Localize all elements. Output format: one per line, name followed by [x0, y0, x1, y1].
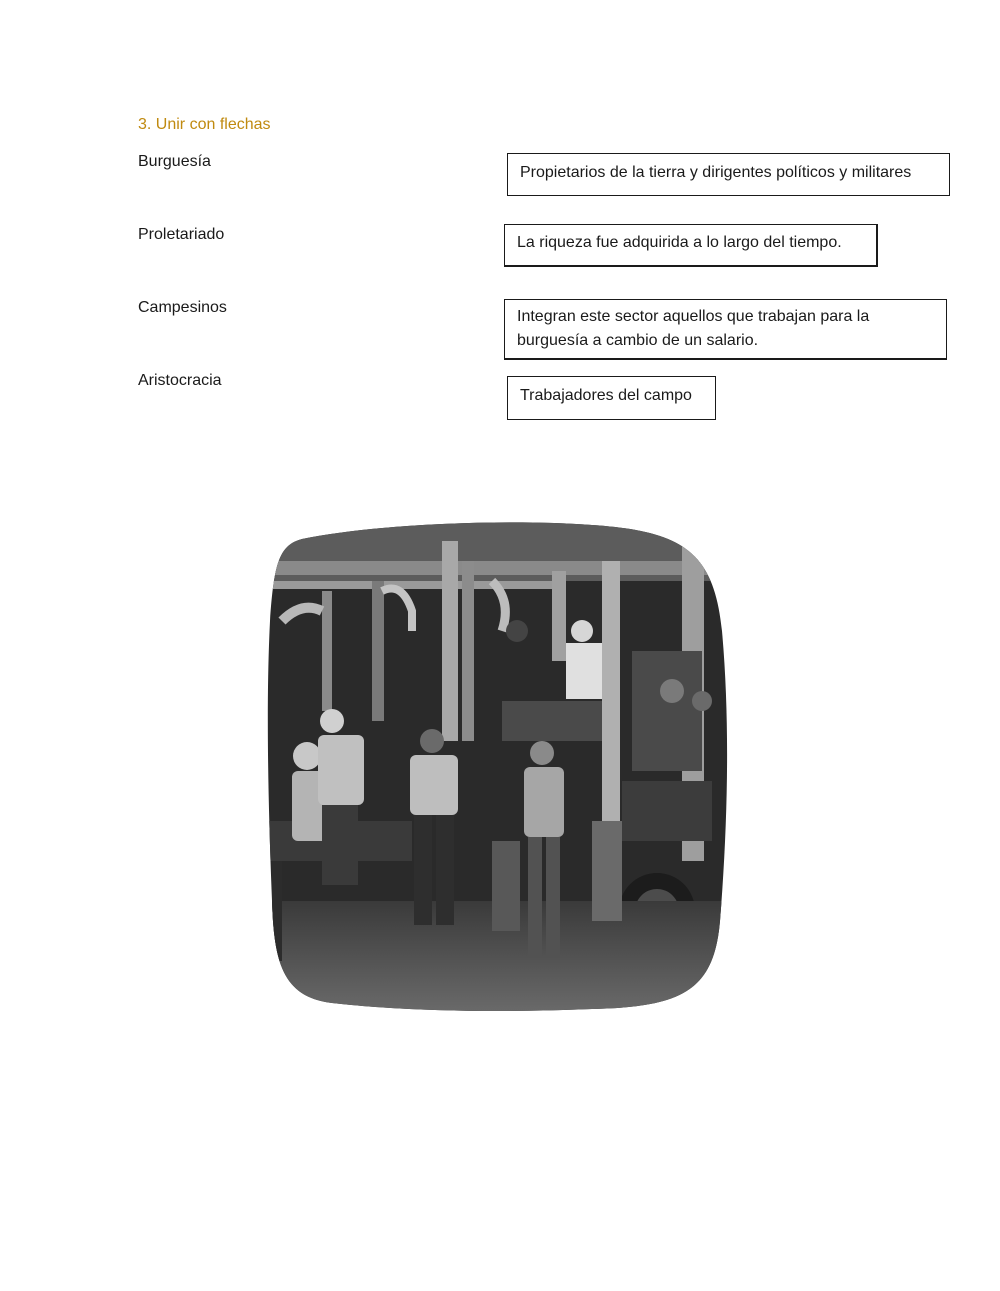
definition-text-2: La riqueza fue adquirida a lo largo del tiempo. — [517, 234, 842, 251]
definition-box-3[interactable] — [504, 299, 947, 360]
definition-box-2[interactable] — [504, 224, 878, 267]
term-aristocracia[interactable]: Aristocracia — [138, 372, 222, 389]
exercise-heading: 3. Unir con flechas — [138, 116, 271, 133]
definition-text-1: Propietarios de la tierra y dirigentes políticos y militares — [520, 164, 912, 181]
definition-text-3: Integran este sector aquellos que trabajan para la burguesía a cambio de un salario. — [517, 308, 870, 349]
term-campesinos[interactable]: Campesinos — [138, 299, 227, 316]
term-burguesia[interactable]: Burguesía — [138, 153, 211, 170]
factory-workers-photo — [262, 521, 730, 1013]
definition-box-4[interactable] — [507, 376, 716, 420]
term-proletariado[interactable]: Proletariado — [138, 226, 225, 243]
definition-text-4: Trabajadores del campo — [520, 387, 692, 404]
definition-box-1[interactable] — [507, 153, 950, 196]
